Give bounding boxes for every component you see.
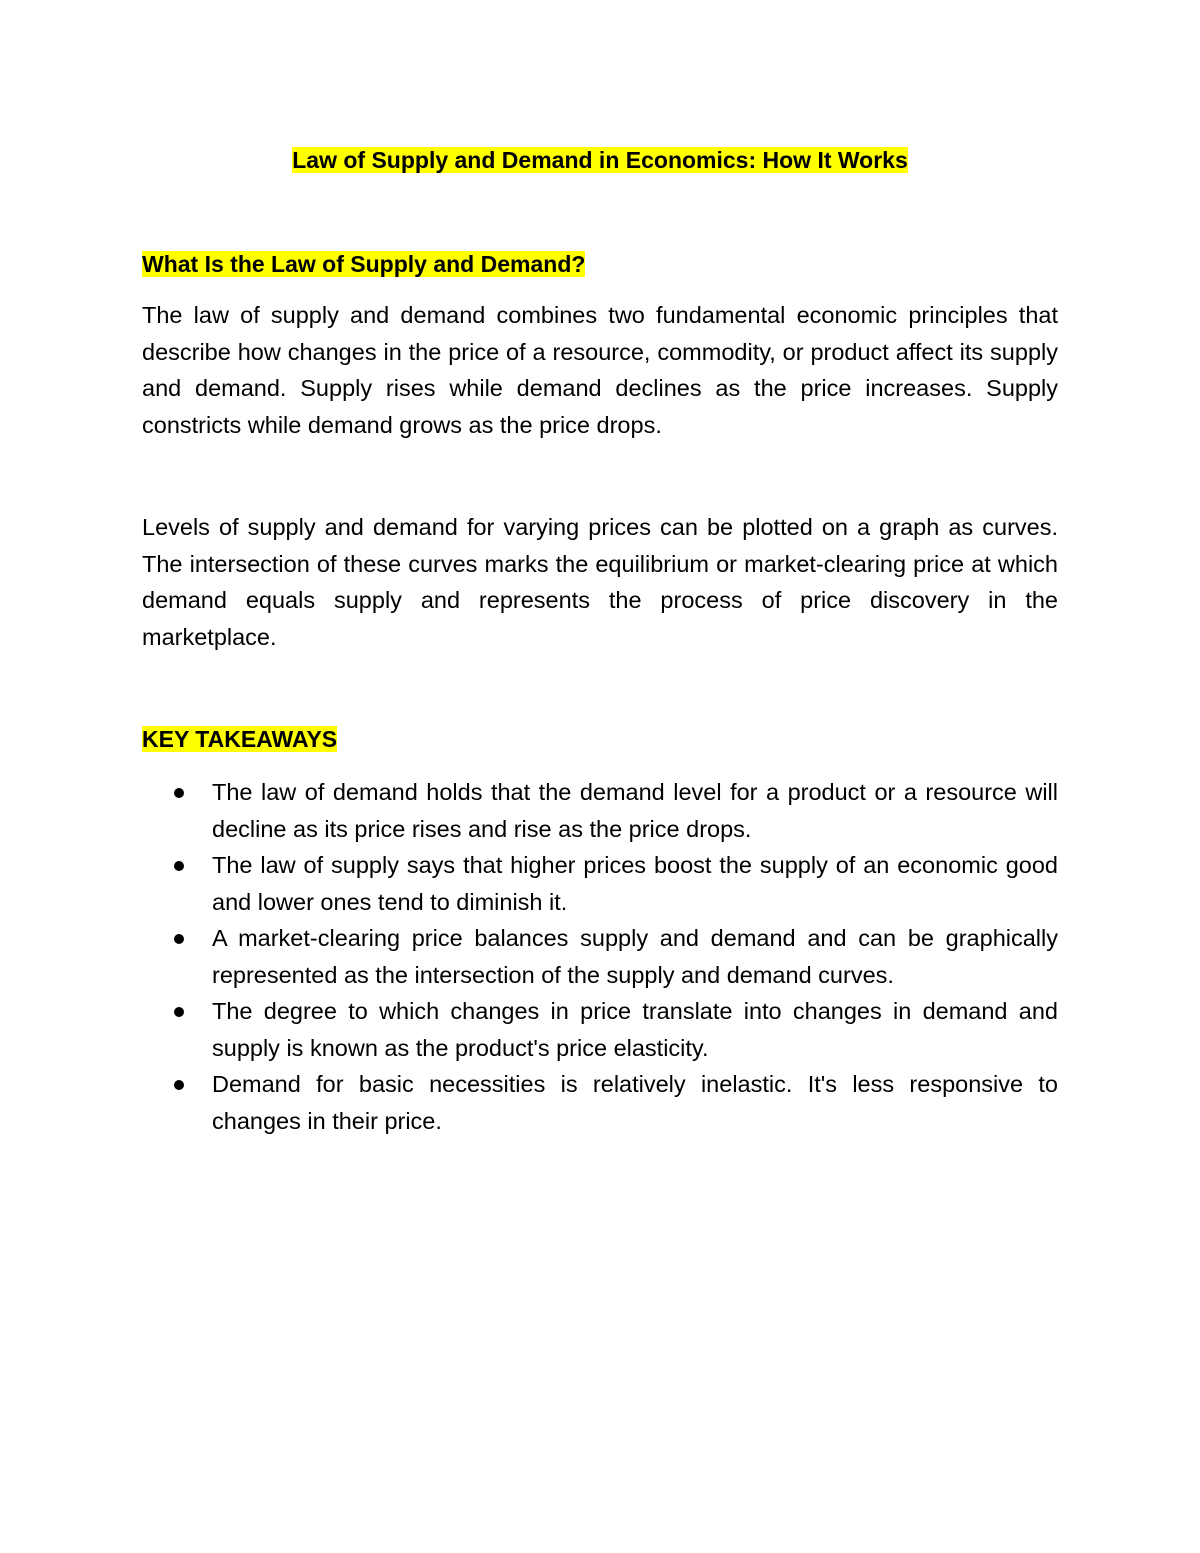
bullet-icon <box>174 934 184 944</box>
list-item-text: The degree to which changes in price translate into changes in demand and supply is known as the product's price elasticity. <box>212 998 1058 1061</box>
list-item-text: The law of supply says that higher prices boost the supply of an economic good and lower ones tend to diminish it. <box>212 852 1058 915</box>
list-item-text: A market-clearing price balances supply and demand and can be graphically represented as the intersection of the supply and demand curves. <box>212 925 1058 988</box>
list-item <box>142 993 1058 1066</box>
list-item-text: Demand for basic necessities is relatively inelastic. It's less responsive to changes in their price. <box>212 1071 1058 1134</box>
list-item <box>142 847 1058 920</box>
list-item <box>142 774 1058 847</box>
section-heading: What Is the Law of Supply and Demand? <box>142 251 586 277</box>
paragraph-2: Levels of supply and demand for varying prices can be plotted on a graph as curves. The intersection of these curves marks the equilibrium or market-clearing price at which demand equals supply and represents the process of price discovery in the marketplace. <box>142 514 1058 650</box>
section-heading-container <box>142 247 585 281</box>
document-title: Law of Supply and Demand in Economics: How It Works <box>292 147 908 173</box>
list-item <box>142 920 1058 993</box>
key-takeaways-heading: KEY TAKEAWAYS <box>142 726 338 752</box>
bullet-icon <box>174 861 184 871</box>
document-title-container <box>142 143 1058 177</box>
list-item-text: The law of demand holds that the demand level for a product or a resource will decline as its price rises and rise as the price drops. <box>212 779 1058 842</box>
bullet-icon <box>174 1080 184 1090</box>
bullet-icon <box>174 788 184 798</box>
paragraph-1: The law of supply and demand combines two fundamental economic principles that describe how changes in the price of a resource, commodity, or product affect its supply and demand. Supply rises while demand declines as the price increases. Supply constricts while demand grows as the price drops. <box>142 302 1058 438</box>
bullet-icon <box>174 1007 184 1017</box>
key-takeaways-heading-container <box>142 722 337 756</box>
key-takeaways-list <box>142 774 1058 1139</box>
list-item <box>142 1066 1058 1139</box>
